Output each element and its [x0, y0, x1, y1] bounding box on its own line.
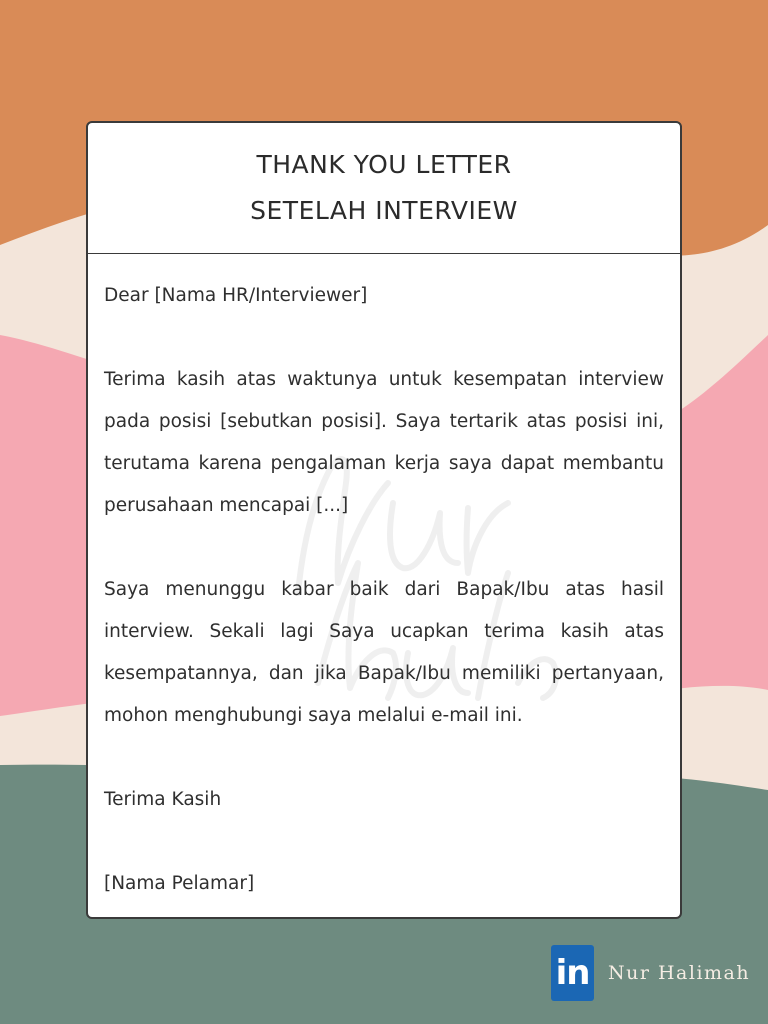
- letter-title-line2: SETELAH INTERVIEW: [250, 196, 518, 225]
- letter-closing: Terima Kasih: [104, 789, 222, 810]
- linkedin-icon[interactable]: in: [551, 945, 594, 1001]
- letter-paragraph-2: Saya menunggu kabar baik dari Bapak/Ibu atas hasil interview. Sekali lagi Saya ucapkan terima kasih atas kesempatannya, dan jika Bapak/Ibu memiliki pertanyaan, mohon menghubungi saya melalui e-mail ini.: [104, 579, 664, 726]
- author-name: Nur Halimah: [608, 962, 751, 984]
- letter-greeting: Dear [Nama HR/Interviewer]: [104, 285, 368, 306]
- letter-body: [88, 254, 680, 905]
- author-footer: [551, 945, 750, 1001]
- letter-paragraph-1: Terima kasih atas waktunya untuk kesempatan interview pada posisi [sebutkan posisi]. Saya tertarik atas posisi ini, terutama karena pengalaman kerja saya dapat membantu perusahaan mencapai [...]: [104, 369, 664, 516]
- letter-signature: [Nama Pelamar]: [104, 873, 255, 894]
- letter-card: [86, 121, 682, 919]
- letter-title-line1: THANK YOU LETTER: [256, 150, 512, 179]
- letter-header: [88, 123, 680, 254]
